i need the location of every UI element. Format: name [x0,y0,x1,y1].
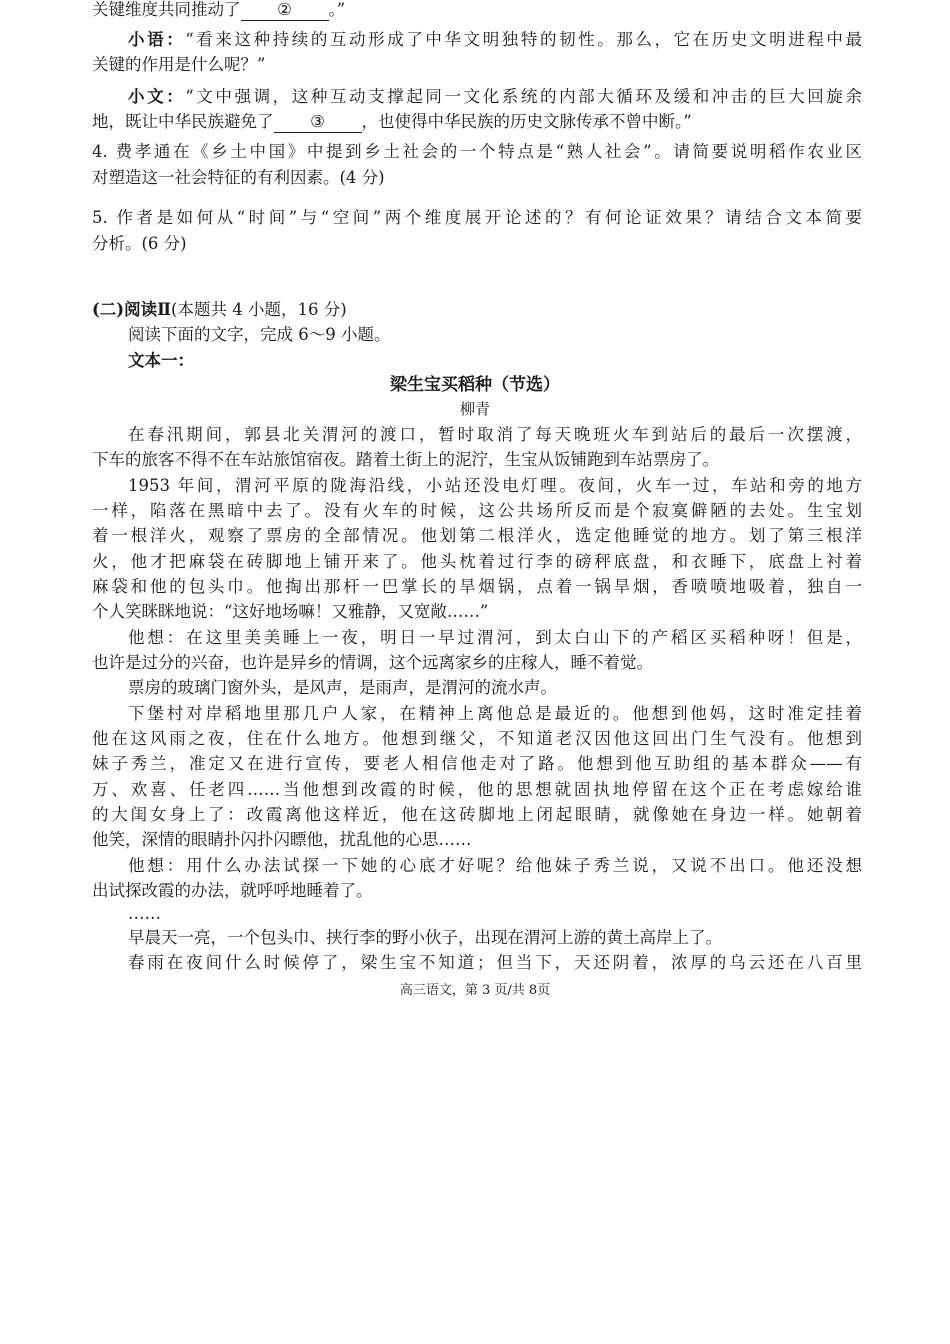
section-2-score: (本题共 4 小题，16 分) [171,300,347,319]
para-line: 个人笑眯眯地说：“这好地场嘛！又雅静，又宽敞……” [92,602,489,621]
para-line: 早晨天一亮，一个包头巾、挟行李的野小伙子，出现在渭河上游的黄土高岸上了。 [128,928,722,947]
passage-author: 柳青 [459,400,490,418]
section-2-label: (二)阅读Ⅱ [92,300,172,319]
reading-instruction: 阅读下面的文字，完成 6～9 小题。 [128,325,391,344]
answer-blank-3[interactable]: ③ [274,112,362,133]
para-line: 春雨在夜间什么时候停了，梁生宝不知道；但当下，天还阴着，浓厚的乌云还在八百里 [128,953,862,972]
para-line: 的大闺女身上了：改霞离他这样近，他在这砖脚地上闭起眼睛，就像她在身边一样。她朝着 [92,805,862,824]
para-line: 他想：在这里美美睡上一夜，明日一早过渭河，到太白山下的产稻区买稻种呀！但是， [128,628,862,647]
para-line: 也许是过分的兴奋，也许是异乡的情调，这个远离家乡的庄稼人，睡不着觉。 [92,653,653,672]
xiaowen-text-post: ，也使得中华民族的历史文脉传承不曾中断。” [361,112,692,131]
passage-title: 梁生宝买稻种（节选） [390,375,560,395]
para-line: 他想：用什么办法试探一下她的心底才好呢？给他妹子秀兰说，又说不出口。他还没想 [128,856,862,875]
question-4-line-1: 4. 费孝通在《乡土中国》中提到乡土社会的一个特点是“熟人社会”。请简要说明稻作农业区 [92,142,862,161]
xiaoyu-line-1 [128,28,862,52]
q3-line-1 [92,0,862,22]
para-line: 在春汛期间，郭县北关渭河的渡口，暂时取消了每天晚班火车到站后的最后一次摆渡， [128,425,862,444]
para-line: 一样，陷落在黑暗中去了。没有火车的时候，这公共场所反而是个寂寞僻陋的去处。生宝划 [92,501,862,520]
ellipsis-line: …… [128,904,161,923]
para-line: 下车的旅客不得不在车站旅馆宿夜。踏着土街上的泥泞，生宝从饭铺跑到车站票房了。 [92,450,719,469]
q3-text: 关键维度共同推动了 [92,0,241,19]
para-line: 着一根洋火，观察了票房的全部情况。他划第二根洋火，选定他睡觉的地方。划了第三根洋 [92,526,862,545]
speaker-xiaoyu: 小语： [128,30,186,49]
xiaoyu-line-2: 关键的作用是什么呢？” [92,55,266,74]
para-line: 他笑，深情的眼睛扑闪扑闪瞟他，扰乱他的心思…… [92,830,472,849]
question-4-line-2: 对塑造这一社会特征的有利因素。(4 分) [92,168,385,187]
para-line: 他在这风雨之夜，住在什么地方。他想到继父，不知道老汉因他这回出门生气没有。他想到 [92,729,862,748]
speaker-xiaowen: 小文： [128,87,186,106]
para-line: 票房的玻璃门窗外头，是风声，是雨声，是渭河的流水声。 [128,678,557,697]
para-line: 妹子秀兰，准定又在进行宣传，要老人相信他走对了路。他想到他互助组的基本群众——有 [92,754,862,773]
para-line: 火，他才把麻袋在砖脚地上铺开来了。他头枕着过行李的磅秤底盘，和衣睡下，底盘上衬着 [92,552,862,571]
question-5-line-2: 分析。(6 分) [92,234,187,253]
para-line: 万、欢喜、任老四……当他想到改霞的时候，他的思想就固执地停留在这个正在考虑嫁给谁 [92,780,862,799]
page-footer: 高三语文，第 3 页/共 8页 [399,983,551,998]
answer-blank-2[interactable]: ② [241,0,329,21]
xiaowen-line-2 [92,110,862,134]
xiaowen-text-pre: 地，既让中华民族避免了 [92,112,274,131]
xiaowen-line-1 [128,85,862,109]
para-line: 1953 年间，渭河平原的陇海沿线，小站还没电灯哩。夜间，火车一过，车站和旁的地方 [128,476,862,495]
q3-text-end: 。” [328,0,346,19]
para-line: 下堡村对岸稻地里那几户人家，在精神上离他总是最近的。他想到他妈，这时准定挂着 [128,704,862,723]
question-5-line-1: 5. 作者是如何从“时间”与“空间”两个维度展开论述的？有何论证效果？请结合文本简要 [92,208,862,227]
para-line: 麻袋和他的包头巾。他掏出那杆一巴掌长的旱烟锅，点着一锅旱烟，香喷喷地吸着，独自一 [92,577,862,596]
section-2-heading [92,298,862,322]
xiaowen-text: “文中强调，这种互动支撑起同一文化系统的内部大循环及缓和冲击的巨大回旋余 [185,87,862,106]
text-one-label: 文本一： [128,351,194,370]
xiaoyu-text: “看来这种持续的互动形成了中华文明独特的韧性。那么，它在历史文明进程中最 [185,30,862,49]
para-line: 出试探改霞的办法，就呼呼地睡着了。 [92,881,373,900]
